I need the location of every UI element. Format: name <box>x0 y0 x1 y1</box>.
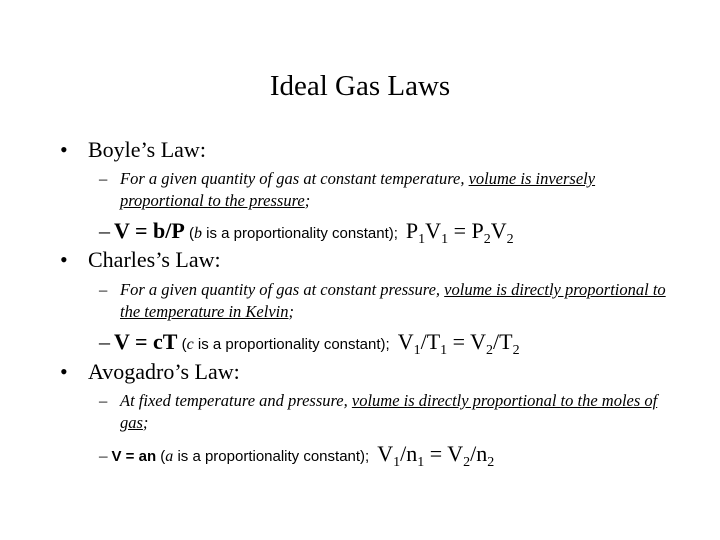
equation-note: (c is a proportionality constant); <box>177 336 390 353</box>
bullet-heading: Avogadro’s Law: <box>88 359 240 384</box>
equation-formula: V = an <box>111 448 157 465</box>
description-text: For a given quantity of gas at constant temperature, <box>120 169 469 188</box>
avogadros-law-description <box>99 390 669 434</box>
dash-marker: – <box>99 329 110 354</box>
equation-formula: V = cT <box>114 329 178 354</box>
bullet-heading: Boyle’s Law: <box>88 137 206 162</box>
slide-title: Ideal Gas Laws <box>269 70 451 102</box>
description-underlined: volume is inversely proportional to the pressure <box>120 169 596 210</box>
equation-relation: $V_1/T_1 = V_2/T_2$ <box>397 329 520 358</box>
description-text: For a given quantity of gas at constant pressure, <box>120 280 445 299</box>
description-text: At fixed temperature and pressure, <box>120 391 352 410</box>
description-underlined: volume is directly proportional to the temperature in Kelvin <box>120 280 666 321</box>
equation-note: (a is a proportionality constant); <box>156 448 370 465</box>
dash-marker: – <box>99 218 110 243</box>
dash-marker: – <box>99 446 108 465</box>
bullet-dot: • <box>60 137 68 162</box>
equation-relation: $P_1V_1 = P_2V_2$ <box>405 218 514 247</box>
charles-law-equation <box>99 329 520 358</box>
bullet-dot: • <box>60 247 68 272</box>
description-end: ; <box>288 302 294 321</box>
description-end: ; <box>304 191 311 210</box>
bullet-dot: • <box>60 359 68 384</box>
boyles-law-equation <box>99 218 514 247</box>
avogadros-law-equation <box>99 441 495 470</box>
charles-law-description <box>99 279 669 323</box>
bullet-charles-law <box>60 247 221 273</box>
description-end: ; <box>142 413 149 432</box>
dash-marker: – <box>99 391 108 410</box>
dash-marker: – <box>99 280 108 299</box>
bullet-boyles-law <box>60 137 206 163</box>
dash-marker: – <box>99 169 108 188</box>
equation-relation: $V_1/n_1 = V_2/n_2$ <box>377 441 495 470</box>
bullet-heading: Charles’s Law: <box>88 247 221 272</box>
bullet-avogadros-law <box>60 359 240 385</box>
equation-formula: V = b/P <box>114 218 185 243</box>
description-underlined: volume is directly proportional to the moles of gas <box>120 391 658 432</box>
boyles-law-description <box>99 168 669 212</box>
equation-note: (b is a proportionality constant); <box>184 225 398 242</box>
